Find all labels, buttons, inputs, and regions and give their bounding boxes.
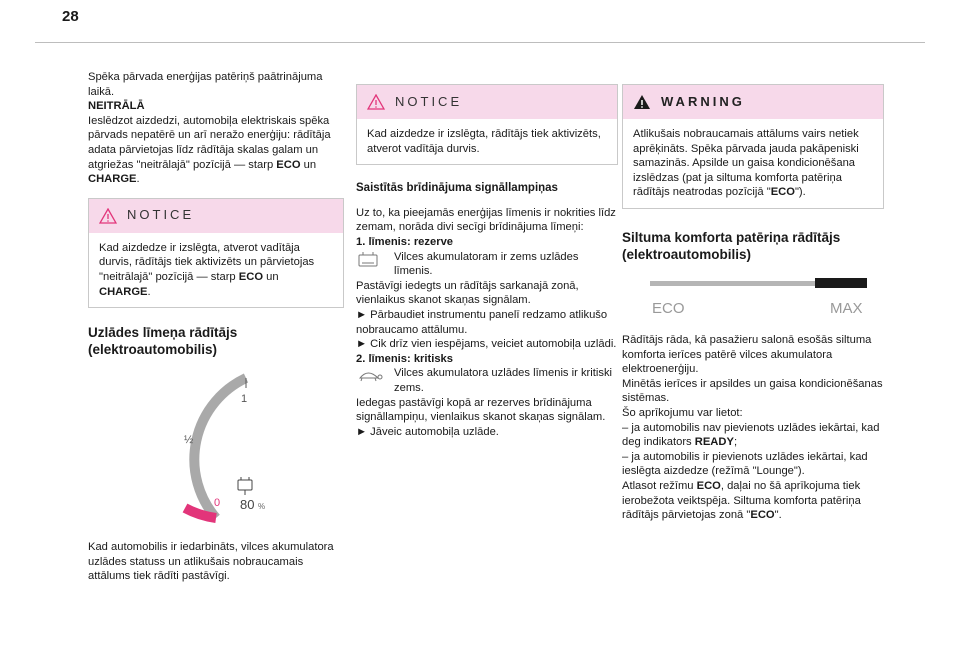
notice-header [89, 199, 343, 233]
battery-reserve-icon [356, 250, 382, 270]
warning-body: Atlikušais nobraucamais attālums vairs netiek aprēķināts. Spēka pārvada jauda pakāpeniski samazinās. Apsilde un gaisa kondicionēšana izslēdzas (pat ja siltuma komforta patēriņa rādītājs neatrodas pozīcijā "ECO"). [633, 128, 859, 199]
level1-heading: 1. līmenis: rezerve [356, 235, 454, 248]
gauge-unit: % [258, 502, 266, 512]
heat-comfort-p1: Rādītājs rāda, kā pasažieru salonā esošās siltuma komforta ierīces patērē vilces akumulatora elektroenerģiju. [622, 333, 872, 376]
heat-comfort-p5: – ja automobilis ir pievienots uzlādes iekārtai, kad ieslēgta aizdedze (režīmā "Lounge"). [622, 450, 868, 478]
warning-lamps-heading: Saistītās brīdinājuma signāllampiņas [356, 182, 558, 195]
notice-icon [367, 94, 385, 110]
gauge-value: 80 [240, 497, 255, 513]
notice-icon [99, 208, 117, 224]
level2-bullet: ► Jāveic automobiļa uzlāde. [356, 425, 499, 438]
level2-text: Iedegas pastāvīgi kopā ar rezerves brīdinājuma signāllampiņu, vienlaikus skanot skaņas signālam. [356, 396, 606, 424]
neutral-heading: NEITRĀLĀ [88, 100, 145, 113]
heat-comfort-p4: – ja automobilis nav pievienots uzlādes iekārtai, kad deg indikators READY; [622, 421, 880, 449]
warning-lamps-intro: Uz to, ka pieejamās enerģijas līmenis ir nokrities līdz zemam, norāda divi secīgi brīdinājuma līmeņi: [356, 206, 616, 234]
level1-lamp: Vilces akumulatoram ir zems uzlādes līmenis. [356, 250, 618, 279]
charge-level-description: Kad automobilis ir iedarbināts, vilces akumulatora uzlādes statuss un atlikušais nobraucamais attālums tiek rādīti pastāvīgi. [88, 541, 334, 583]
intro-text: Spēka pārvada enerģijas patēriņš paātrinājuma laikā. [88, 71, 323, 98]
notice-title: NOTICE [127, 207, 195, 223]
header-rule [35, 42, 925, 43]
gauge-label-half: ½ [184, 434, 194, 447]
heat-comfort-indicator [622, 273, 884, 325]
section-title-heat-comfort: Siltuma komforta patēriņa rādītājs (elektroautomobilis) [622, 229, 841, 262]
turtle-icon [356, 366, 384, 384]
notice-body: Kad aizdedze ir izslēgta, rādītājs tiek aktivizēts, atverot vadītāja durvis. [367, 128, 601, 155]
charge-level-gauge [88, 368, 344, 528]
warning-icon [633, 94, 651, 110]
indicator-bar-black [815, 278, 867, 288]
warning-box [622, 84, 884, 209]
indicator-bar-gray [650, 281, 815, 286]
notice-title: NOTICE [395, 93, 463, 109]
level2-lamp: Vilces akumulatora uzlādes līmenis ir kritiski zems. [356, 366, 618, 395]
gauge-arc-gray [194, 378, 246, 518]
indicator-label-max: MAX [830, 299, 863, 317]
column-2 [356, 84, 618, 439]
level1-bullet-2: ► Cik drīz vien iespējams, veiciet automobiļa uzlādi. [356, 338, 617, 351]
column-3 [622, 84, 884, 523]
heat-comfort-p2: Minētās ierīces ir apsildes un gaisa kondicionēšanas sistēmas. [622, 377, 883, 405]
gauge-label-zero: 0 [214, 497, 221, 510]
level2-heading: 2. līmenis: kritisks [356, 352, 454, 365]
notice-box-2 [356, 84, 618, 165]
indicator-label-eco: ECO [652, 299, 685, 317]
heat-comfort-p3: Šo aprīkojumu var lietot: [622, 406, 743, 419]
notice-box [88, 198, 344, 308]
heat-comfort-p6: Atlasot režīmu ECO, daļai no šā aprīkojuma tiek ierobežota veiktspēja. Siltuma komforta patēriņa rādītājs pārvietojas zonā "ECO". [622, 479, 861, 522]
warning-title: WARNING [661, 93, 745, 109]
notice-body: Kad aizdedze ir izslēgta, atverot vadītāja durvis, rādītājs tiek aktivizēts un pārvietojas "neitrālajā" pozīcijā — starp ECO un CHARGE. [99, 241, 315, 298]
gauge-label-full: 1 [241, 393, 248, 406]
notice-header-2 [357, 85, 617, 119]
column-1 [88, 70, 344, 584]
battery-plug-icon [238, 477, 252, 495]
level1-text: Pastāvīgi iedegts un rādītājs sarkanajā zonā, vienlaikus skanot skaņas signālam. [356, 279, 579, 307]
warning-header [623, 85, 883, 119]
page-number: 28 [62, 8, 79, 25]
neutral-text: Ieslēdzot aizdedzi, automobiļa elektriskais spēka pārvads nepatērē un arī neražo enerģiju: rādītāja adata pārvietojas līdz rādītāja skalas galam un atgriežas "neitrālajā" pozīcijā — starp ECO un CHARGE. [88, 114, 331, 186]
section-title-charge-level: Uzlādes līmeņa rādītājs (elektroautomobilis) [88, 325, 238, 358]
level1-bullet-1: ► Pārbaudiet instrumentu panelī redzamo atlikušo nobraucamo attālumu. [356, 308, 608, 336]
